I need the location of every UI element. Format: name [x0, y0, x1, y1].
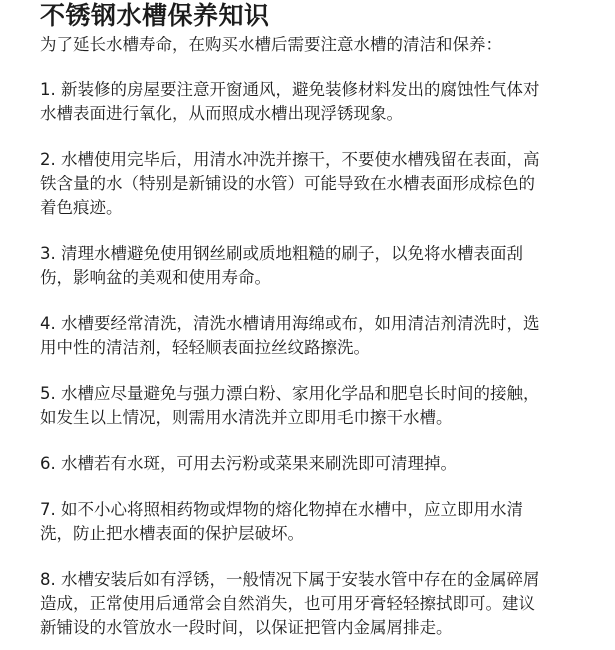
list-item [40, 498, 593, 546]
item-8-line-1: 8. 水槽安装后如有浮锈，一般情况下属于安装水管中存在的金属碎屑 [40, 570, 540, 589]
list-item [40, 568, 593, 640]
care-tips-list [40, 78, 593, 640]
item-7-line-2: 洗，防止把水槽表面的保护层破坏。 [40, 524, 304, 543]
item-5-line-2: 如发生以上情况，则需用水清洗并立即用毛巾擦干水槽。 [40, 408, 453, 427]
item-2-line-3: 着色痕迹。 [40, 198, 123, 217]
item-1-line-2: 水槽表面进行氧化，从而照成水槽出现浮锈现象。 [40, 104, 403, 123]
item-6-line-1: 6. 水槽若有水斑，可用去污粉或菜果来刷洗即可清理掉。 [40, 454, 457, 473]
item-8-line-2: 造成，正常使用后通常会自然消失，也可用牙膏轻轻擦拭即可。建议 [40, 594, 535, 613]
item-3-line-1: 3. 清理水槽避免使用钢丝刷或质地粗糙的刷子，以免将水槽表面刮 [40, 244, 523, 263]
item-4-line-1: 4. 水槽要经常清洗，清洗水槽请用海绵或布，如用清洁剂清洗时，选 [40, 314, 540, 333]
item-5-line-1: 5. 水槽应尽量避免与强力漂白粉、家用化学品和肥皂长时间的接触， [40, 384, 540, 403]
item-3-line-2: 伤，影响盆的美观和使用寿命。 [40, 268, 271, 287]
item-2-line-2: 铁含量的水（特别是新铺设的水管）可能导致在水槽表面形成棕色的 [40, 174, 535, 193]
item-7-line-1: 7. 如不小心将照相药物或焊物的熔化物掉在水槽中，应立即用水清 [40, 500, 523, 519]
list-item [40, 148, 593, 220]
item-8-line-3: 新铺设的水管放水一段时间，以保证把管内金属屑排走。 [40, 618, 453, 637]
item-2-line-1: 2. 水槽使用完毕后，用清水冲洗并擦干，不要使水槽残留在表面，高 [40, 150, 540, 169]
list-item [40, 452, 593, 476]
document-title: 不锈钢水槽保养知识 [40, 1, 270, 30]
item-4-line-2: 用中性的清洁剂，轻轻顺表面拉丝纹路擦洗。 [40, 338, 370, 357]
list-item [40, 382, 593, 430]
list-item [40, 78, 593, 126]
list-item [40, 312, 593, 360]
list-item [40, 242, 593, 290]
intro-text: 为了延长水槽寿命，在购买水槽后需要注意水槽的清洁和保养： [40, 35, 502, 54]
item-1-line-1: 1. 新装修的房屋要注意开窗通风，避免装修材料发出的腐蚀性气体对 [40, 80, 540, 99]
